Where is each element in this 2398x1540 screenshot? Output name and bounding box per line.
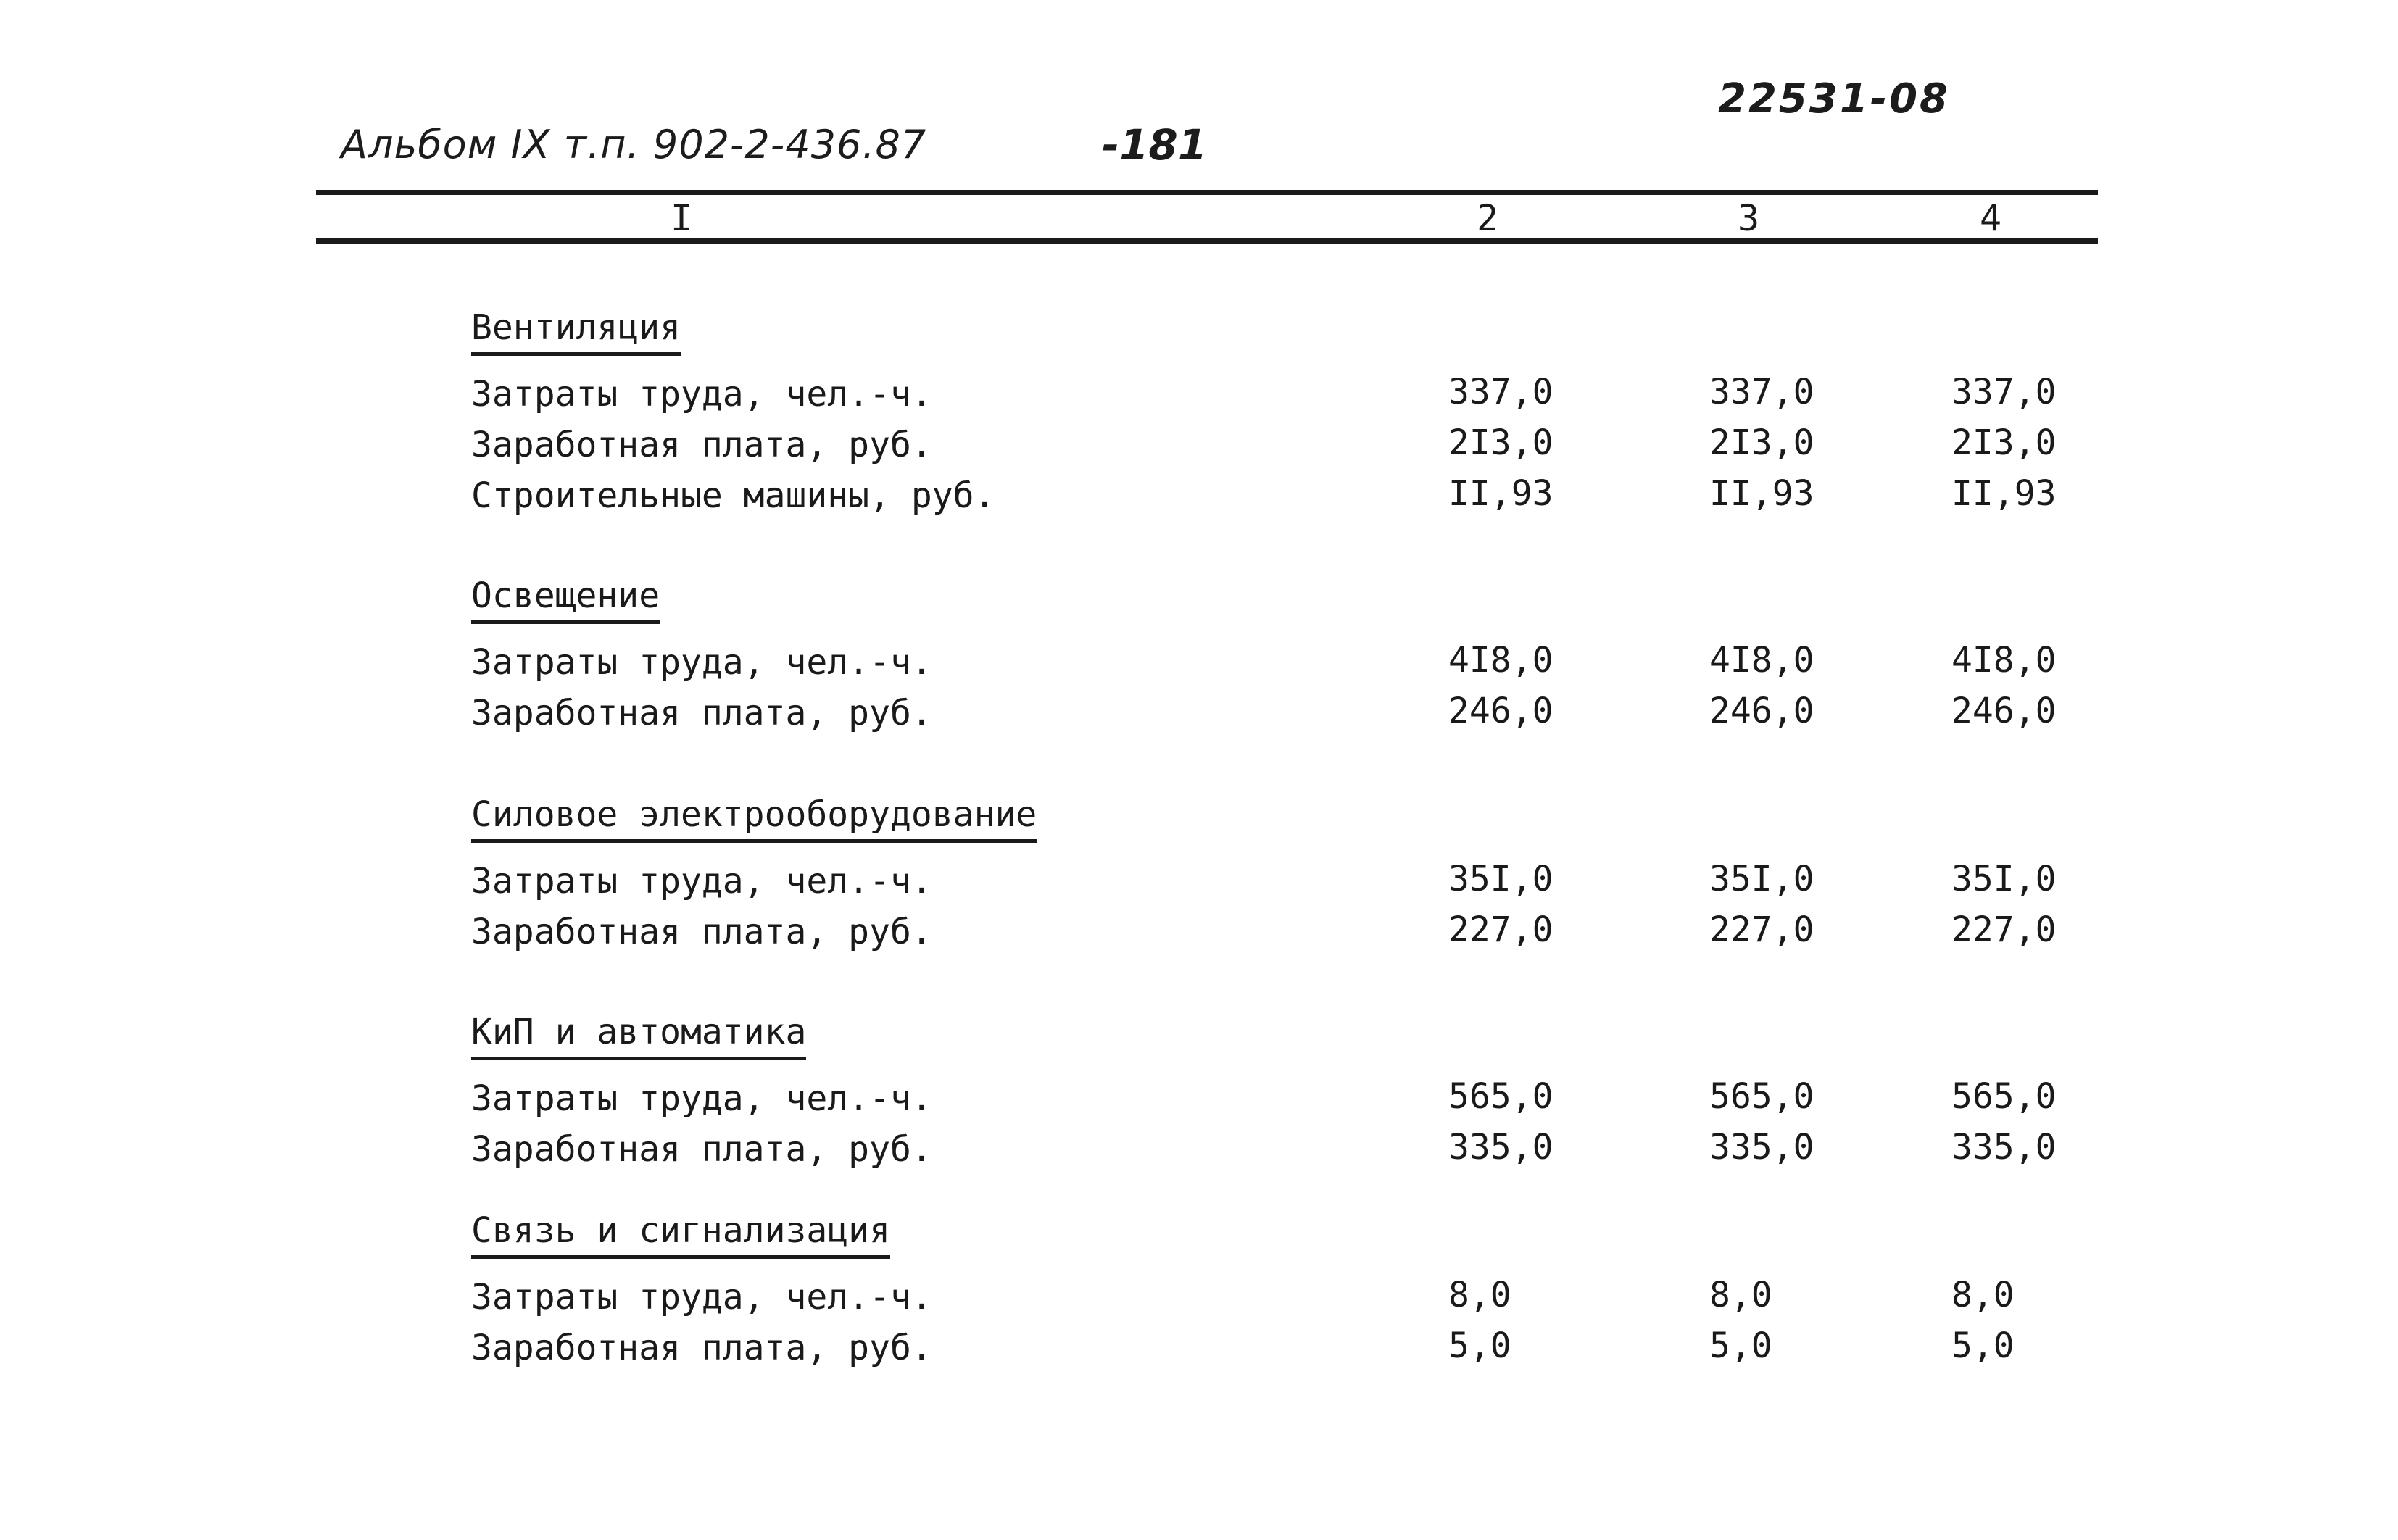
section-title-ventilation: Вентиляция xyxy=(471,307,681,356)
album-reference: Альбом IX т.п. 902-2-436.87 xyxy=(341,122,927,167)
document-number: 22531-08 xyxy=(1718,75,1950,122)
column-header-2: 2 xyxy=(1476,197,1499,239)
column-header-3: 3 xyxy=(1737,197,1760,239)
row-value-col3: 227,0 xyxy=(1709,910,1814,950)
row-label: Затраты труда, чел.-ч. xyxy=(471,1277,932,1318)
row-value-col3: 8,0 xyxy=(1709,1275,1772,1315)
column-header-1: I xyxy=(670,197,693,239)
section-title-instrumentation: КиП и автоматика xyxy=(471,1012,806,1060)
section-title-lighting: Освещение xyxy=(471,575,660,624)
row-value-col2: 4I8,0 xyxy=(1448,640,1553,680)
section-title-power-equipment: Силовое электрооборудование xyxy=(471,794,1037,843)
row-value-col3: 335,0 xyxy=(1709,1127,1814,1168)
row-value-col3: II,93 xyxy=(1709,473,1814,514)
row-label: Затраты труда, чел.-ч. xyxy=(471,374,932,415)
row-value-col3: 565,0 xyxy=(1709,1076,1814,1117)
row-value-col4: 2I3,0 xyxy=(1951,423,2057,463)
row-value-col2: 35I,0 xyxy=(1448,859,1553,899)
row-value-col4: 35I,0 xyxy=(1951,859,2057,899)
row-value-col3: 5,0 xyxy=(1709,1325,1772,1366)
row-value-col2: 337,0 xyxy=(1448,372,1553,412)
row-label: Заработная плата, руб. xyxy=(471,1328,932,1368)
row-value-col2: 5,0 xyxy=(1448,1325,1511,1366)
row-label: Затраты труда, чел.-ч. xyxy=(471,642,932,683)
row-label: Затраты труда, чел.-ч. xyxy=(471,1078,932,1119)
table-top-rule xyxy=(316,190,2098,195)
row-label: Заработная плата, руб. xyxy=(471,425,932,465)
row-value-col4: II,93 xyxy=(1951,473,2057,514)
row-value-col4: 8,0 xyxy=(1951,1275,2015,1315)
row-value-col4: 565,0 xyxy=(1951,1076,2057,1117)
row-value-col2: 227,0 xyxy=(1448,910,1553,950)
row-value-col2: 2I3,0 xyxy=(1448,423,1553,463)
row-value-col3: 35I,0 xyxy=(1709,859,1814,899)
row-value-col4: 246,0 xyxy=(1951,691,2057,731)
row-value-col3: 4I8,0 xyxy=(1709,640,1814,680)
row-value-col4: 227,0 xyxy=(1951,910,2057,950)
row-value-col2: 565,0 xyxy=(1448,1076,1553,1117)
row-label: Заработная плата, руб. xyxy=(471,1129,932,1170)
row-value-col2: 246,0 xyxy=(1448,691,1553,731)
row-value-col3: 246,0 xyxy=(1709,691,1814,731)
row-value-col3: 337,0 xyxy=(1709,372,1814,412)
row-value-col4: 5,0 xyxy=(1951,1325,2015,1366)
row-value-col2: II,93 xyxy=(1448,473,1553,514)
row-value-col4: 4I8,0 xyxy=(1951,640,2057,680)
row-label: Заработная плата, руб. xyxy=(471,912,932,952)
page-number: -181 xyxy=(1102,120,1208,170)
row-value-col2: 8,0 xyxy=(1448,1275,1511,1315)
row-value-col4: 335,0 xyxy=(1951,1127,2057,1168)
row-label: Затраты труда, чел.-ч. xyxy=(471,861,932,902)
column-header-4: 4 xyxy=(1979,197,2002,239)
row-label: Строительные машины, руб. xyxy=(471,475,995,516)
row-label: Заработная плата, руб. xyxy=(471,693,932,733)
section-title-communications: Связь и сигнализация xyxy=(471,1210,890,1259)
row-value-col4: 337,0 xyxy=(1951,372,2057,412)
row-value-col2: 335,0 xyxy=(1448,1127,1553,1168)
row-value-col3: 2I3,0 xyxy=(1709,423,1814,463)
table-header-rule xyxy=(316,238,2098,244)
